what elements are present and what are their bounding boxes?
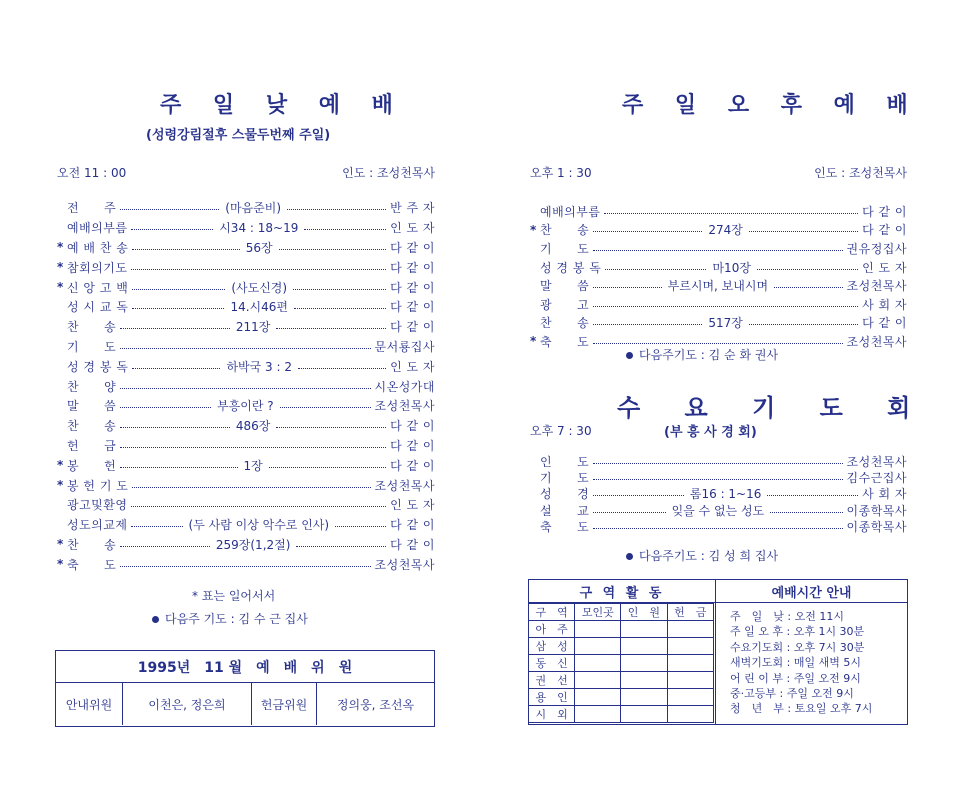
program-item: 찬 송 <box>67 419 117 434</box>
district-blank-cell <box>667 638 713 655</box>
dot-leader <box>593 343 842 344</box>
district-name-cell: 동 신 <box>529 655 575 672</box>
dot-leader <box>120 407 211 408</box>
program-row <box>530 295 907 314</box>
afternoon-next-prayer <box>626 346 778 363</box>
dot-leader <box>593 528 842 529</box>
district-row <box>529 689 714 706</box>
dot-leader <box>593 231 702 232</box>
district-row <box>529 706 714 723</box>
usher-label: 안내위원 <box>56 683 123 725</box>
district-blank-cell <box>667 655 713 672</box>
wednesday-next-prayer-text: 다음주기도 : 김 성 희 집사 <box>639 549 779 563</box>
dot-leader <box>298 368 386 369</box>
program-content: 시34 : 18~19 <box>219 221 299 236</box>
dot-leader <box>593 306 858 307</box>
afternoon-leader: 인도 : 조성천목사 <box>814 166 907 180</box>
program-presenter: 다 같 이 <box>862 316 907 331</box>
program-presenter: 이종학목사 <box>846 520 907 535</box>
district-blank-cell <box>667 621 713 638</box>
district-blank-cell <box>621 655 667 672</box>
district-row <box>529 638 714 655</box>
sunday-morning-time-row <box>57 164 435 181</box>
district-blank-cell <box>621 706 667 723</box>
program-presenter: 사 회 자 <box>862 487 907 502</box>
program-presenter: 조성천목사 <box>846 334 907 349</box>
bullet-icon <box>626 352 633 359</box>
program-content: 마10장 <box>712 260 751 275</box>
program-item: 성 경 봉 독 <box>540 260 602 275</box>
dot-leader <box>770 512 842 513</box>
program-content: 56장 <box>245 240 273 255</box>
program-item: 성 경 <box>540 487 590 502</box>
dot-leader <box>593 479 842 480</box>
dot-leader <box>276 328 386 329</box>
dot-leader <box>276 427 386 428</box>
committee-title: 1995년 11 월 예 배 위 원 <box>56 651 434 683</box>
program-item: 광 고 <box>540 297 590 312</box>
program-presenter: 다 같 이 <box>390 300 436 315</box>
service-leader: 인도 : 조성천목사 <box>342 166 435 180</box>
dot-leader <box>749 231 858 232</box>
program-content: 부흥이란 ? <box>217 399 274 414</box>
program-row <box>530 314 907 333</box>
program-presenter: 다 같 이 <box>390 518 436 533</box>
program-presenter: 인 도 자 <box>390 498 435 513</box>
wednesday-next-prayer <box>626 547 778 564</box>
sunday-afternoon-program <box>530 202 907 351</box>
dot-leader <box>120 209 219 210</box>
program-presenter: 다 같 이 <box>862 223 907 238</box>
program-item: 말 씀 <box>540 279 590 294</box>
program-presenter: 다 같 이 <box>390 438 435 453</box>
program-item: 기 도 <box>67 339 117 354</box>
program-presenter: 조성천목사 <box>846 454 907 469</box>
district-name-cell: 시 외 <box>529 706 575 723</box>
offering-names: 정의웅, 조선옥 <box>336 697 415 712</box>
dot-leader <box>280 407 371 408</box>
program-presenter: 인 도 자 <box>862 260 907 275</box>
program-row <box>57 337 435 357</box>
dot-leader <box>749 324 858 325</box>
program-content: 하박국 3 : 2 <box>226 359 292 374</box>
program-content: 211장 <box>235 320 271 335</box>
program-content: 1장 <box>243 458 263 473</box>
district-name-cell: 권 선 <box>529 672 575 689</box>
program-presenter: 권유정집사 <box>846 241 907 256</box>
district-header-cell: 구 역 <box>529 604 575 621</box>
program-content: 486장 <box>235 419 271 434</box>
schedule-list <box>716 603 907 717</box>
dot-leader <box>132 289 225 290</box>
district-blank-cell <box>621 689 667 706</box>
program-row <box>530 469 907 485</box>
program-item: 말 씀 <box>67 399 117 414</box>
program-row <box>57 455 435 475</box>
district-name-cell: 아 주 <box>529 621 575 638</box>
dot-leader <box>131 506 386 507</box>
schedule-item: 주 일 낮 : 오전 11시 <box>730 610 844 623</box>
dot-leader <box>335 526 386 527</box>
bullet-icon <box>152 616 159 623</box>
program-row <box>57 416 435 436</box>
district-row <box>529 672 714 689</box>
program-item: 봉 헌 <box>67 458 117 473</box>
dot-leader <box>287 209 386 210</box>
dot-leader <box>120 546 210 547</box>
dot-leader <box>774 287 842 288</box>
program-presenter: 다 같 이 <box>390 458 436 473</box>
program-content: 274장 <box>708 223 743 238</box>
wednesday-prayer-title: 수 요 기 도 회 <box>617 394 929 422</box>
district-blank-cell <box>575 672 621 689</box>
program-presenter: 인 도 자 <box>390 359 436 374</box>
program-row <box>57 376 435 396</box>
district-schedule-box <box>528 579 908 725</box>
dot-leader <box>120 388 370 389</box>
wednesday-program <box>530 453 907 535</box>
dot-leader <box>593 324 702 325</box>
program-item: 인 도 <box>540 454 590 469</box>
schedule-item: 수요기도회 : 오후 7시 30분 <box>730 640 865 654</box>
wednesday-prayer-subtitle: (부 흥 사 경 회) <box>664 425 757 440</box>
dot-leader <box>120 427 230 428</box>
program-item: 설 교 <box>540 503 590 518</box>
program-presenter: 다 같 이 <box>390 280 436 295</box>
sunday-morning-subtitle: (성령강림절후 스물두번째 주일) <box>146 128 331 143</box>
district-activity-panel <box>529 580 716 724</box>
schedule-title: 예배시간 안내 <box>716 580 907 603</box>
dot-leader <box>294 308 386 309</box>
program-item: 헌 금 <box>67 438 117 453</box>
district-name-cell: 용 인 <box>529 689 575 706</box>
program-row <box>530 276 907 295</box>
dot-leader <box>757 269 858 270</box>
program-row <box>57 475 435 495</box>
sunday-morning-title: 주 일 낮 예 배 <box>160 93 405 118</box>
district-blank-cell <box>575 655 621 672</box>
dot-leader <box>593 512 665 513</box>
program-content: 517장 <box>708 316 743 331</box>
standing-mark: * <box>530 334 537 349</box>
program-presenter: 다 같 이 <box>390 260 435 275</box>
sunday-morning-program <box>57 198 435 574</box>
next-prayer-text: 다음주 기도 : 김 수 근 집사 <box>165 612 308 626</box>
program-item: 찬 송 <box>540 316 590 331</box>
program-presenter: 다 같 이 <box>390 419 435 434</box>
program-row <box>57 218 435 238</box>
district-header-cell: 인 원 <box>621 604 667 621</box>
dot-leader <box>293 289 386 290</box>
dot-leader <box>132 249 239 250</box>
program-content: 잊을 수 없는 성도 <box>671 503 765 518</box>
program-item: 찬 양 <box>67 379 117 394</box>
dot-leader <box>120 447 386 448</box>
usher-names: 이천은, 정은희 <box>123 683 252 725</box>
program-item: 기 도 <box>540 241 590 256</box>
district-title: 구 역 활 동 <box>529 580 715 603</box>
dot-leader <box>593 463 842 464</box>
program-row <box>530 258 907 277</box>
schedule-item: 새벽기도회 : 매일 새벽 5시 <box>730 656 861 670</box>
program-row <box>57 515 435 535</box>
program-content: 14.시46편 <box>230 300 288 315</box>
program-row <box>57 198 435 218</box>
district-blank-cell <box>575 638 621 655</box>
program-presenter: 다 같 이 <box>390 537 436 552</box>
program-content: 롬16 : 1~16 <box>689 487 762 502</box>
program-item: 예배의부름 <box>67 221 128 236</box>
standing-mark: * <box>530 222 537 237</box>
program-content: (두 사람 이상 악수로 인사) <box>188 518 330 533</box>
sunday-afternoon-time-row <box>530 164 907 181</box>
schedule-item: 청 년 부 : 토요일 오후 7시 <box>730 702 873 716</box>
program-row <box>57 277 435 297</box>
program-item: 봉 헌 기 도 <box>67 478 129 493</box>
program-row <box>57 495 435 515</box>
district-blank-cell <box>621 638 667 655</box>
program-item: 예 배 찬 송 <box>67 240 129 255</box>
dot-leader <box>131 269 386 270</box>
program-item: 찬 송 <box>540 223 590 238</box>
program-item: 참회의기도 <box>67 260 128 275</box>
district-header-cell: 헌 금 <box>667 604 713 621</box>
program-presenter: 문서룡집사 <box>374 339 435 354</box>
program-item: 신 앙 고 백 <box>67 280 129 295</box>
standing-mark: * <box>57 458 64 473</box>
district-row <box>529 621 714 638</box>
district-blank-cell <box>667 706 713 723</box>
program-item: 찬 송 <box>67 320 117 335</box>
program-item: 성 시 교 독 <box>67 300 129 315</box>
dot-leader <box>131 526 182 527</box>
program-presenter: 다 같 이 <box>390 240 435 255</box>
program-presenter: 시온성가대 <box>374 379 435 394</box>
sunday-afternoon-title: 주 일 오 후 예 배 <box>622 93 920 118</box>
next-prayer-note <box>152 610 308 627</box>
afternoon-next-prayer-text: 다음주기도 : 김 순 화 권사 <box>639 348 779 362</box>
dot-leader <box>120 467 237 468</box>
district-row <box>529 655 714 672</box>
program-presenter: 반 주 자 <box>390 201 436 216</box>
program-presenter: 조성천목사 <box>374 478 435 493</box>
standing-mark: * <box>57 557 64 572</box>
standing-mark: * <box>57 280 64 295</box>
district-blank-cell <box>621 672 667 689</box>
program-row <box>530 519 907 535</box>
wednesday-time: 오후 7 : 30 <box>530 424 592 438</box>
program-presenter: 인 도 자 <box>390 221 436 236</box>
program-row <box>530 239 907 258</box>
program-presenter: 이종학목사 <box>846 503 907 518</box>
program-row <box>57 535 435 555</box>
program-item: 축 도 <box>540 520 590 535</box>
program-presenter: 조성천목사 <box>374 399 435 414</box>
worship-committee-box <box>55 650 435 727</box>
standing-mark: * <box>57 240 64 255</box>
dot-leader <box>593 495 684 496</box>
program-content: 259장(1,2절) <box>215 537 291 552</box>
program-item: 축 도 <box>67 557 117 572</box>
afternoon-time: 오후 1 : 30 <box>530 166 592 180</box>
program-row <box>57 554 435 574</box>
schedule-item: 중·고등부 : 주일 오전 9시 <box>730 687 854 701</box>
program-row <box>57 238 435 258</box>
service-time: 오전 11 : 00 <box>57 166 127 180</box>
program-row <box>530 486 907 502</box>
dot-leader <box>279 249 386 250</box>
program-row <box>57 396 435 416</box>
dot-leader <box>132 487 370 488</box>
dot-leader <box>593 287 661 288</box>
dot-leader <box>132 308 224 309</box>
program-content: (사도신경) <box>231 280 288 295</box>
program-presenter: 조성천목사 <box>374 557 435 572</box>
program-item: 축 도 <box>540 334 590 349</box>
district-blank-cell <box>575 621 621 638</box>
program-row <box>57 257 435 277</box>
offering-label: 헌금위원 <box>252 683 317 725</box>
dot-leader <box>132 368 220 369</box>
district-blank-cell <box>667 689 713 706</box>
program-presenter: 사 회 자 <box>862 297 907 312</box>
dot-leader <box>296 546 386 547</box>
dot-leader <box>604 213 858 214</box>
committee-row <box>56 683 434 725</box>
district-blank-cell <box>575 689 621 706</box>
dot-leader <box>120 348 370 349</box>
program-row <box>57 317 435 337</box>
district-blank-cell <box>575 706 621 723</box>
dot-leader <box>767 495 858 496</box>
standing-mark: * <box>57 537 64 552</box>
dot-leader <box>304 229 386 230</box>
dot-leader <box>269 467 386 468</box>
program-presenter: 김수근집사 <box>846 471 907 486</box>
program-row <box>530 453 907 469</box>
schedule-panel <box>716 580 907 724</box>
standing-mark: * <box>57 478 64 493</box>
district-blank-cell <box>621 621 667 638</box>
dot-leader <box>120 328 230 329</box>
program-item: 예배의부름 <box>540 204 601 219</box>
program-row <box>530 221 907 240</box>
program-presenter: 다 같 이 <box>390 320 435 335</box>
bullet-icon <box>626 553 633 560</box>
program-content: 부르시며, 보내시며 <box>667 279 769 294</box>
program-row <box>57 297 435 317</box>
dot-leader <box>593 250 842 251</box>
standing-note: * 표는 일어서서 <box>192 589 276 603</box>
program-item: 성 경 봉 독 <box>67 359 129 374</box>
dot-leader <box>131 229 213 230</box>
district-name-cell: 삼 성 <box>529 638 575 655</box>
district-table <box>528 603 714 723</box>
standing-mark: * <box>57 260 64 275</box>
program-item: 기 도 <box>540 471 590 486</box>
program-presenter: 조성천목사 <box>846 279 907 294</box>
schedule-item: 주 일 오 후 : 오후 1시 30분 <box>730 625 865 639</box>
schedule-item: 어 린 이 부 : 주일 오전 9시 <box>730 671 861 685</box>
program-item: 광고및환영 <box>67 498 128 513</box>
program-row <box>57 436 435 456</box>
district-header-cell: 모인곳 <box>575 604 621 621</box>
program-row <box>57 356 435 376</box>
program-row <box>530 502 907 518</box>
program-presenter: 다 같 이 <box>862 204 907 219</box>
program-item: 전 주 <box>67 201 117 216</box>
program-item: 찬 송 <box>67 537 117 552</box>
district-header-row <box>529 604 714 621</box>
district-blank-cell <box>667 672 713 689</box>
program-row <box>530 202 907 221</box>
program-content: (마음준비) <box>225 201 282 216</box>
dot-leader <box>120 566 370 567</box>
dot-leader <box>605 269 706 270</box>
program-item: 성도의교제 <box>67 518 128 533</box>
